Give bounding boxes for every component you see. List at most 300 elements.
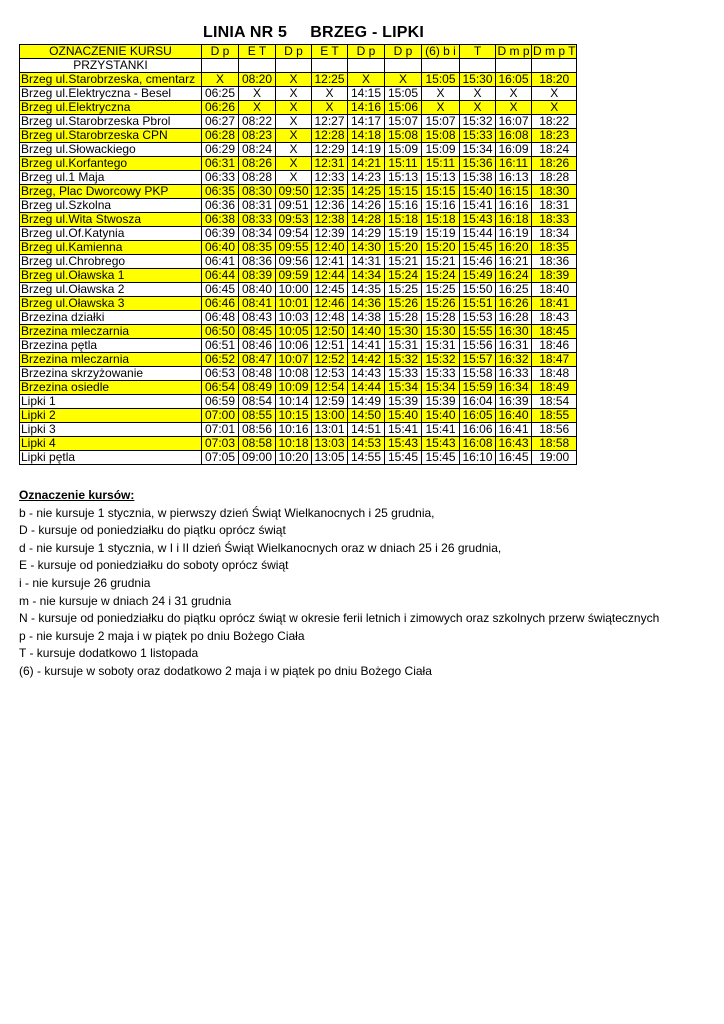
departure-time: 10:20 — [276, 451, 312, 465]
stop-name: Lipki pętla — [20, 451, 202, 465]
departure-time: 18:39 — [532, 269, 577, 283]
stop-name: Brzezina działki — [20, 311, 202, 325]
legend-item: m - nie kursuje w dniach 24 i 31 grudnia — [19, 593, 232, 608]
stop-name: Brzezina osiedle — [20, 381, 202, 395]
departure-time: 06:48 — [202, 311, 239, 325]
stop-name: Brzeg ul.Oławska 3 — [20, 297, 202, 311]
course-code: D p — [276, 45, 312, 59]
stop-name: Brzeg ul.Szkolna — [20, 199, 202, 213]
departure-time: 06:39 — [202, 227, 239, 241]
departure-time: 10:18 — [276, 437, 312, 451]
departure-time: 14:17 — [348, 115, 385, 129]
departure-time: X — [276, 87, 312, 101]
departure-time: X — [422, 101, 460, 115]
departure-time: 18:30 — [532, 185, 577, 199]
departure-time: 15:31 — [385, 339, 422, 353]
departure-time: 18:49 — [532, 381, 577, 395]
departure-time: X — [460, 101, 496, 115]
departure-time: 15:56 — [460, 339, 496, 353]
departure-time: 12:27 — [312, 115, 348, 129]
departure-time: 12:36 — [312, 199, 348, 213]
departure-time: 15:36 — [460, 157, 496, 171]
stop-name: Brzeg, Plac Dworcowy PKP — [20, 185, 202, 199]
legend-items — [19, 505, 659, 681]
departure-time: 16:16 — [496, 199, 532, 213]
departure-time: 08:58 — [239, 437, 276, 451]
departure-time: 16:13 — [496, 171, 532, 185]
departure-time: X — [276, 73, 312, 87]
stop-name: Brzezina skrzyżowanie — [20, 367, 202, 381]
departure-time: 18:54 — [532, 395, 577, 409]
departure-time: 15:30 — [385, 325, 422, 339]
departure-time: 08:40 — [239, 283, 276, 297]
departure-time: 08:34 — [239, 227, 276, 241]
departure-time: 14:43 — [348, 367, 385, 381]
departure-time: 16:39 — [496, 395, 532, 409]
departure-time: 12:35 — [312, 185, 348, 199]
departure-time: 15:53 — [460, 311, 496, 325]
departure-time: X — [460, 87, 496, 101]
departure-time: 15:44 — [460, 227, 496, 241]
stop-name: Brzeg ul.Chrobrego — [20, 255, 202, 269]
departure-time: 18:46 — [532, 339, 577, 353]
departure-time: 14:28 — [348, 213, 385, 227]
stop-name: Brzeg ul.Słowackiego — [20, 143, 202, 157]
departure-time: 14:31 — [348, 255, 385, 269]
departure-time: X — [496, 101, 532, 115]
table-row — [20, 283, 577, 297]
departure-time: 16:09 — [496, 143, 532, 157]
departure-time: 19:00 — [532, 451, 577, 465]
departure-time: 13:00 — [312, 409, 348, 423]
departure-time: 12:25 — [312, 73, 348, 87]
departure-time: 15:45 — [385, 451, 422, 465]
departure-time: 12:48 — [312, 311, 348, 325]
departure-time: 16:33 — [496, 367, 532, 381]
stop-name: Brzeg ul.Starobrzeska CPN — [20, 129, 202, 143]
departure-time: 15:07 — [385, 115, 422, 129]
departure-time: 10:05 — [276, 325, 312, 339]
departure-time: 18:22 — [532, 115, 577, 129]
departure-time: 18:47 — [532, 353, 577, 367]
stop-name: Brzezina mleczarnia — [20, 325, 202, 339]
departure-time: 16:31 — [496, 339, 532, 353]
departure-time: 15:33 — [422, 367, 460, 381]
departure-time: 15:49 — [460, 269, 496, 283]
departure-time: 16:28 — [496, 311, 532, 325]
stop-name: Brzeg ul.Korfantego — [20, 157, 202, 171]
departure-time: 07:05 — [202, 451, 239, 465]
departure-time: 08:43 — [239, 311, 276, 325]
departure-time: 18:20 — [532, 73, 577, 87]
departure-time: 08:54 — [239, 395, 276, 409]
departure-time: 14:21 — [348, 157, 385, 171]
departure-time: 07:03 — [202, 437, 239, 451]
departure-time: 10:16 — [276, 423, 312, 437]
departure-time: 16:34 — [496, 381, 532, 395]
departure-time: 15:50 — [460, 283, 496, 297]
departure-time: 16:06 — [460, 423, 496, 437]
departure-time: 15:33 — [460, 129, 496, 143]
table-row — [20, 353, 577, 367]
departure-time: 12:54 — [312, 381, 348, 395]
departure-time: 10:03 — [276, 311, 312, 325]
departure-time: 15:11 — [385, 157, 422, 171]
departure-time: X — [276, 143, 312, 157]
departure-time: 15:06 — [385, 101, 422, 115]
departure-time: 15:19 — [385, 227, 422, 241]
departure-time: 06:35 — [202, 185, 239, 199]
departure-time: 18:45 — [532, 325, 577, 339]
departure-time: X — [276, 171, 312, 185]
course-code: D p — [202, 45, 239, 59]
departure-time: 06:53 — [202, 367, 239, 381]
departure-time: 06:51 — [202, 339, 239, 353]
departure-time: 15:43 — [385, 437, 422, 451]
departure-time: 10:07 — [276, 353, 312, 367]
departure-time: 13:05 — [312, 451, 348, 465]
departure-time: 15:15 — [422, 185, 460, 199]
departure-time: 16:10 — [460, 451, 496, 465]
departure-time: 13:03 — [312, 437, 348, 451]
departure-time: 15:28 — [385, 311, 422, 325]
departure-time: 18:48 — [532, 367, 577, 381]
departure-time: 10:00 — [276, 283, 312, 297]
departure-time: 15:30 — [460, 73, 496, 87]
stop-name: Brzeg ul.Starobrzeska Pbrol — [20, 115, 202, 129]
legend-item: T - kursuje dodatkowo 1 listopada — [19, 646, 199, 661]
departure-time: 08:28 — [239, 171, 276, 185]
departure-time: 09:59 — [276, 269, 312, 283]
departure-time: 16:08 — [460, 437, 496, 451]
departure-time: 15:57 — [460, 353, 496, 367]
course-header-row — [20, 45, 577, 59]
departure-time: X — [312, 101, 348, 115]
departure-time: 18:26 — [532, 157, 577, 171]
stop-name: Lipki 1 — [20, 395, 202, 409]
departure-time: 08:36 — [239, 255, 276, 269]
empty-cell — [460, 59, 496, 73]
departure-time: 15:24 — [422, 269, 460, 283]
departure-time: 12:38 — [312, 213, 348, 227]
departure-time: 09:56 — [276, 255, 312, 269]
departure-time: 15:32 — [460, 115, 496, 129]
stop-name: Brzeg ul.Oławska 2 — [20, 283, 202, 297]
departure-time: 08:56 — [239, 423, 276, 437]
departure-time: 14:53 — [348, 437, 385, 451]
departure-time: 16:20 — [496, 241, 532, 255]
departure-time: 15:33 — [385, 367, 422, 381]
legend-item: d - nie kursuje 1 stycznia, w I i II dzień Świąt Wielkanocnych oraz w dniach 25 i 26 grudnia, — [19, 540, 502, 555]
departure-time: 06:52 — [202, 353, 239, 367]
departure-time: 15:45 — [422, 451, 460, 465]
departure-time: 15:25 — [385, 283, 422, 297]
table-row — [20, 171, 577, 185]
table-row — [20, 339, 577, 353]
departure-time: 12:59 — [312, 395, 348, 409]
departure-time: 06:44 — [202, 269, 239, 283]
table-row — [20, 367, 577, 381]
departure-time: 12:51 — [312, 339, 348, 353]
departure-time: X — [348, 73, 385, 87]
departure-time: 08:33 — [239, 213, 276, 227]
departure-time: 18:24 — [532, 143, 577, 157]
departure-time: 08:31 — [239, 199, 276, 213]
departure-time: X — [496, 87, 532, 101]
table-row — [20, 129, 577, 143]
stop-name: Brzeg ul.Oławska 1 — [20, 269, 202, 283]
course-code: D p — [348, 45, 385, 59]
departure-time: 14:49 — [348, 395, 385, 409]
departure-time: 14:51 — [348, 423, 385, 437]
table-row — [20, 269, 577, 283]
table-row — [20, 143, 577, 157]
departure-time: 15:09 — [385, 143, 422, 157]
departure-time: 15:32 — [422, 353, 460, 367]
table-row — [20, 451, 577, 465]
departure-time: 15:18 — [385, 213, 422, 227]
departure-time: 15:45 — [460, 241, 496, 255]
stops-header-row — [20, 59, 577, 73]
departure-time: 15:09 — [422, 143, 460, 157]
departure-time: 15:46 — [460, 255, 496, 269]
course-code: D m p — [497, 44, 530, 58]
departure-time: 15:41 — [460, 199, 496, 213]
stop-name: Brzezina mleczarnia — [20, 353, 202, 367]
departure-time: 14:44 — [348, 381, 385, 395]
table-row — [20, 437, 577, 451]
departure-time: 16:07 — [496, 115, 532, 129]
table-row — [20, 255, 577, 269]
departure-time: 15:20 — [385, 241, 422, 255]
departure-time: 06:40 — [202, 241, 239, 255]
table-row — [20, 213, 577, 227]
departure-time: 08:46 — [239, 339, 276, 353]
departure-time: 06:36 — [202, 199, 239, 213]
course-code: E T — [312, 45, 348, 59]
departure-time: 08:49 — [239, 381, 276, 395]
departure-time: 16:11 — [496, 157, 532, 171]
departure-time: 14:55 — [348, 451, 385, 465]
departure-time: 09:53 — [276, 213, 312, 227]
departure-time: 16:05 — [460, 409, 496, 423]
table-row — [20, 227, 577, 241]
departure-time: 15:08 — [385, 129, 422, 143]
legend — [19, 487, 659, 681]
departure-time: 12:29 — [312, 143, 348, 157]
departure-time: 06:28 — [202, 129, 239, 143]
departure-time: 06:38 — [202, 213, 239, 227]
departure-time: 15:16 — [422, 199, 460, 213]
departure-time: 14:30 — [348, 241, 385, 255]
departure-time: 16:08 — [496, 129, 532, 143]
departure-time: 14:19 — [348, 143, 385, 157]
course-code: T — [460, 45, 496, 59]
departure-time: 14:41 — [348, 339, 385, 353]
departure-time: 16:30 — [496, 325, 532, 339]
table-row — [20, 325, 577, 339]
departure-time: 12:41 — [312, 255, 348, 269]
departure-time: 15:05 — [385, 87, 422, 101]
departure-time: 18:56 — [532, 423, 577, 437]
departure-time: 18:28 — [532, 171, 577, 185]
departure-time: 15:38 — [460, 171, 496, 185]
departure-time: 15:18 — [422, 213, 460, 227]
departure-time: X — [276, 157, 312, 171]
departure-time: 06:54 — [202, 381, 239, 395]
departure-time: 08:47 — [239, 353, 276, 367]
stop-name: Brzezina pętla — [20, 339, 202, 353]
departure-time: 12:46 — [312, 297, 348, 311]
departure-time: 14:38 — [348, 311, 385, 325]
departure-time: 10:09 — [276, 381, 312, 395]
legend-title: Oznaczenie kursów: — [19, 488, 135, 502]
departure-time: 14:25 — [348, 185, 385, 199]
departure-time: 16:05 — [496, 73, 532, 87]
table-row — [20, 101, 577, 115]
departure-time: 14:35 — [348, 283, 385, 297]
departure-time: X — [202, 73, 239, 87]
departure-time: 14:23 — [348, 171, 385, 185]
departure-time: 15:40 — [460, 185, 496, 199]
course-header-label: OZNACZENIE KURSU — [20, 45, 202, 59]
departure-time: X — [385, 73, 422, 87]
departure-time: 08:24 — [239, 143, 276, 157]
departure-time: 06:26 — [202, 101, 239, 115]
stop-name: Brzeg ul.Kamienna — [20, 241, 202, 255]
departure-time: 07:01 — [202, 423, 239, 437]
table-row — [20, 409, 577, 423]
departure-time: 15:39 — [422, 395, 460, 409]
stops-header-label: PRZYSTANKI — [20, 59, 202, 73]
stop-name: Brzeg ul.Wita Stwosza — [20, 213, 202, 227]
departure-time: 15:21 — [422, 255, 460, 269]
departure-time: 06:27 — [202, 115, 239, 129]
departure-time: X — [532, 101, 577, 115]
departure-time: 09:55 — [276, 241, 312, 255]
departure-time: 15:40 — [422, 409, 460, 423]
stop-name: Lipki 3 — [20, 423, 202, 437]
departure-time: X — [312, 87, 348, 101]
departure-time: 14:50 — [348, 409, 385, 423]
departure-time: 15:19 — [422, 227, 460, 241]
departure-time: 06:25 — [202, 87, 239, 101]
departure-time: 14:40 — [348, 325, 385, 339]
departure-time: 15:32 — [385, 353, 422, 367]
departure-time: 18:40 — [532, 283, 577, 297]
departure-time: 12:44 — [312, 269, 348, 283]
departure-time: 15:55 — [460, 325, 496, 339]
empty-cell — [385, 59, 422, 73]
empty-cell — [532, 59, 577, 73]
departure-time: 14:29 — [348, 227, 385, 241]
empty-cell — [202, 59, 239, 73]
departure-time: 15:11 — [422, 157, 460, 171]
legend-item: i - nie kursuje 26 grudnia — [19, 575, 151, 590]
departure-time: 14:15 — [348, 87, 385, 101]
legend-item: b - nie kursuje 1 stycznia, w pierwszy dzień Świąt Wielkanocnych i 25 grudnia, — [19, 505, 435, 520]
departure-time: 15:41 — [385, 423, 422, 437]
departure-time: 15:59 — [460, 381, 496, 395]
table-row — [20, 395, 577, 409]
departure-time: 18:58 — [532, 437, 577, 451]
departure-time: 08:39 — [239, 269, 276, 283]
empty-cell — [348, 59, 385, 73]
departure-time: 16:26 — [496, 297, 532, 311]
table-row — [20, 73, 577, 87]
departure-time: 12:40 — [312, 241, 348, 255]
departure-time: 12:28 — [312, 129, 348, 143]
departure-time: 18:55 — [532, 409, 577, 423]
departure-time: 14:36 — [348, 297, 385, 311]
departure-time: 12:45 — [312, 283, 348, 297]
departure-time: 07:00 — [202, 409, 239, 423]
departure-time: 16:21 — [496, 255, 532, 269]
departure-time: 08:30 — [239, 185, 276, 199]
departure-time: 14:16 — [348, 101, 385, 115]
departure-time: 06:45 — [202, 283, 239, 297]
departure-time: 15:40 — [385, 409, 422, 423]
table-row — [20, 423, 577, 437]
table-row — [20, 87, 577, 101]
legend-item: E - kursuje od poniedziałku do soboty oprócz świąt — [19, 558, 289, 573]
departure-time: 08:23 — [239, 129, 276, 143]
course-code: E T — [239, 45, 276, 59]
table-row — [20, 311, 577, 325]
departure-time: 18:36 — [532, 255, 577, 269]
table-row — [20, 115, 577, 129]
stop-name: Lipki 2 — [20, 409, 202, 423]
departure-time: 06:31 — [202, 157, 239, 171]
departure-time: 12:39 — [312, 227, 348, 241]
departure-time: 06:33 — [202, 171, 239, 185]
departure-time: X — [276, 129, 312, 143]
stop-name: Brzeg ul.Elektryczna — [20, 101, 202, 115]
departure-time: 06:41 — [202, 255, 239, 269]
departure-time: 15:51 — [460, 297, 496, 311]
stop-name: Brzeg ul.Of.Katynia — [20, 227, 202, 241]
departure-time: 12:50 — [312, 325, 348, 339]
empty-cell — [312, 59, 348, 73]
table-row — [20, 185, 577, 199]
departure-time: 18:41 — [532, 297, 577, 311]
table-row — [20, 157, 577, 171]
departure-time: 16:32 — [496, 353, 532, 367]
departure-time: 09:54 — [276, 227, 312, 241]
departure-time: 12:33 — [312, 171, 348, 185]
departure-time: 15:07 — [422, 115, 460, 129]
departure-time: 06:46 — [202, 297, 239, 311]
departure-time: 15:26 — [422, 297, 460, 311]
departure-time: 08:48 — [239, 367, 276, 381]
departure-time: 08:55 — [239, 409, 276, 423]
departure-time: 15:28 — [422, 311, 460, 325]
departure-time: 12:53 — [312, 367, 348, 381]
departure-time: X — [422, 87, 460, 101]
departure-time: 08:35 — [239, 241, 276, 255]
departure-time: 10:08 — [276, 367, 312, 381]
departure-time: 10:15 — [276, 409, 312, 423]
departure-time: 16:18 — [496, 213, 532, 227]
departure-time: 15:31 — [422, 339, 460, 353]
departure-time: 15:41 — [422, 423, 460, 437]
departure-time: 16:19 — [496, 227, 532, 241]
departure-time: 15:16 — [385, 199, 422, 213]
departure-time: 14:26 — [348, 199, 385, 213]
course-code: D p — [385, 45, 422, 59]
departure-time: 18:23 — [532, 129, 577, 143]
departure-time: 14:34 — [348, 269, 385, 283]
